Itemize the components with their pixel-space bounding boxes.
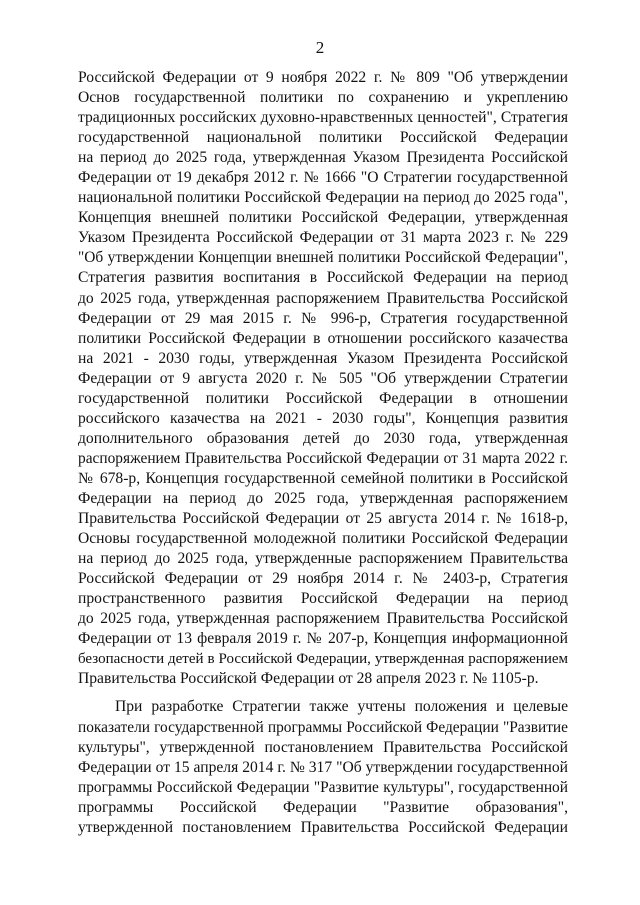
document-body — [78, 68, 568, 838]
text-line: культуры", утвержденной постановлением Правительства Российской — [78, 738, 568, 756]
text-line: Федерации от 15 апреля 2014 г. № 317 "Об утверждении государственной — [78, 758, 568, 776]
text-line: Стратегия развития воспитания в Российской Федерации на период — [78, 269, 568, 287]
text-line: Федерации от 29 мая 2015 г. № 996-р, Стратегия государственной — [78, 309, 568, 327]
text-line: При разработке Стратегии также учтены положения и целевые — [115, 698, 568, 716]
text-line: Федерации от 19 декабря 2012 г. № 1666 "О Стратегии государственной — [78, 169, 568, 187]
text-line: Основ государственной политики по сохранению и укреплению — [78, 89, 568, 107]
text-line: на период до 2025 года, утвержденная Указом Президента Российской — [78, 149, 568, 167]
page-number: 2 — [315, 38, 325, 57]
text-line: программы Российской Федерации "Развитие образования", — [78, 798, 568, 816]
text-line: государственной национальной политики Российской Федерации — [78, 129, 568, 147]
text-line: дополнительного образования детей до 2030 года, утвержденная — [78, 429, 568, 447]
text-line: на 2021 - 2030 годы, утвержденная Указом Президента Российской — [78, 349, 568, 367]
text-line: Концепция внешней политики Российской Федерации, утвержденная — [78, 209, 568, 227]
text-line: Указом Президента Российской Федерации от 31 марта 2023 г. № 229 — [78, 229, 568, 247]
text-line: распоряжением Правительства Российской Федерации от 31 марта 2022 г. — [78, 449, 568, 467]
text-line: утвержденной постановлением Правительства Российской Федерации — [78, 818, 568, 836]
text-line: № 678-р, Концепция государственной семейной политики в Российской — [78, 469, 568, 487]
text-line: политики Российской Федерации в отношении российского казачества — [78, 329, 568, 347]
text-line: "Об утверждении Концепции внешней политики Российской Федерации", — [78, 249, 568, 267]
text-line: Правительства Российской Федерации от 28 апреля 2023 г. № 1105-р. — [78, 670, 539, 688]
text-line: безопасности детей в Российской Федерации, утвержденная распоряжением — [78, 651, 568, 668]
text-line: до 2025 года, утвержденная распоряжением Правительства Российской — [78, 610, 568, 628]
text-line: программы Российской Федерации "Развитие культуры", государственной — [78, 778, 568, 796]
text-line: российского казачества на 2021 - 2030 годы", Концепция развития — [78, 409, 568, 427]
text-line: Федерации от 13 февраля 2019 г. № 207-р, Концепция информационной — [78, 630, 568, 648]
paragraph-1 — [78, 68, 568, 689]
text-line: Российской Федерации от 9 ноября 2022 г. № 809 "Об утверждении — [78, 69, 568, 86]
text-line: пространственного развития Российской Федерации на период — [78, 590, 568, 608]
text-line: на период до 2025 года, утвержденные распоряжением Правительства — [78, 550, 568, 568]
text-line: Российской Федерации от 29 ноября 2014 г. № 2403-р, Стратегия — [78, 570, 568, 588]
text-line: показатели государственной программы Российской Федерации "Развитие — [78, 718, 568, 736]
text-line: до 2025 года, утвержденная распоряжением Правительства Российской — [78, 289, 568, 307]
text-line: Федерации от 9 августа 2020 г. № 505 "Об утверждении Стратегии — [78, 369, 568, 387]
text-line: традиционных российских духовно-нравственных ценностей", Стратегия — [78, 109, 568, 127]
text-line: Федерации на период до 2025 года, утвержденная распоряжением — [78, 489, 568, 507]
paragraph-2 — [78, 697, 568, 837]
text-line: государственной политики Российской Федерации в отношении — [78, 389, 568, 407]
text-line: Основы государственной молодежной политики Российской Федерации — [78, 530, 568, 548]
text-line: Правительства Российской Федерации от 25 августа 2014 г. № 1618-р, — [78, 510, 568, 528]
text-line: национальной политики Российской Федерации на период до 2025 года", — [78, 189, 568, 207]
